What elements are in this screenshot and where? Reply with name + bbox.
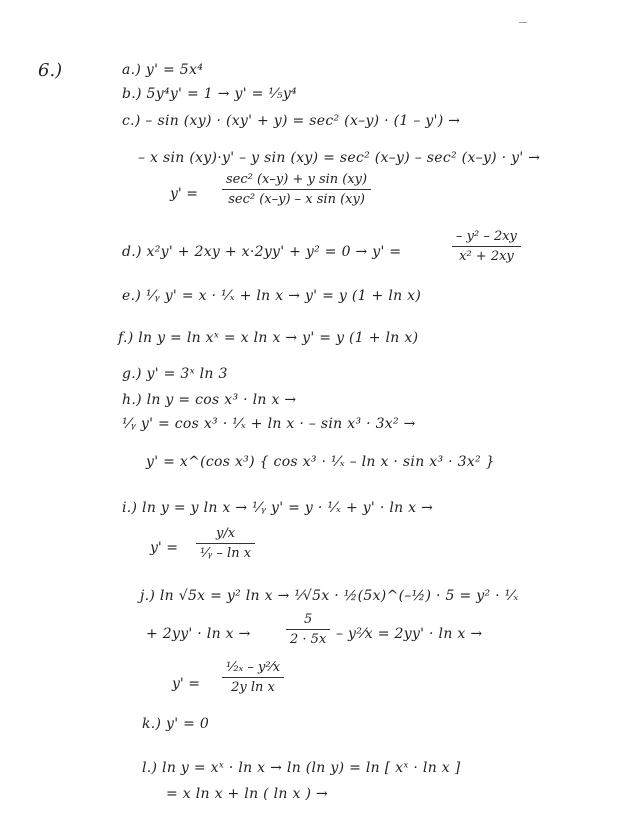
scan-mark [519,22,527,23]
part-j-result-fraction [222,660,284,695]
part-j-line-2-fraction [286,612,330,647]
part-b: b.) 5y⁴y' = 1 → y' = ¹⁄₅y⁴ [122,86,297,102]
part-h-line-3: y' = x^(cos x³) { cos x³ · ¹⁄ₓ – ln x · sin x³ · 3x² } [146,454,495,470]
part-d: d.) x²y' + 2xy + x·2yy' + y² = 0 → y' = [122,244,402,260]
part-d-denominator: x² + 2xy [459,249,514,264]
part-c-line-2: – x sin (xy)·y' – y sin (xy) = sec² (x–y) – sec² (x–y) · y' → [138,150,541,166]
part-h-line-1: h.) ln y = cos x³ · ln x → [122,392,297,408]
part-j-result-numerator: ¹⁄₂ₓ – y²⁄x [222,660,284,678]
part-c-result-lhs: y' = [170,186,198,202]
part-j-line-2a: + 2yy' · ln x → [146,626,251,642]
part-i-result-lhs: y' = [150,540,178,556]
part-l-line-2: = x ln x + ln ( ln x ) → [166,786,328,802]
part-c-numerator: sec² (x–y) + y sin (xy) [222,172,371,190]
part-d-fraction [452,229,521,264]
part-c-line-1: c.) – sin (xy) · (xy' + y) = sec² (x–y) · (1 – y') → [122,113,461,129]
part-i-denominator: ¹⁄ᵧ – ln x [200,546,252,561]
part-j-line-2-numerator: 5 [286,612,330,630]
part-c-denominator: sec² (x–y) – x sin (xy) [228,192,365,207]
part-c-fraction [222,172,371,207]
part-d-numerator: – y² – 2xy [452,229,521,247]
part-e: e.) ¹⁄ᵧ y' = x · ¹⁄ₓ + ln x → y' = y (1 + ln x) [122,288,422,304]
part-f: f.) ln y = ln xˣ = x ln x → y' = y (1 + ln x) [118,330,419,346]
part-j-line-2b: – y²⁄x = 2yy' · ln x → [336,626,483,642]
part-a: a.) y' = 5x⁴ [122,62,204,78]
part-i-fraction [196,526,255,561]
part-i-numerator: y/x [196,526,255,544]
problem-number: 6.) [38,60,63,81]
part-j-result-denominator: 2y ln x [231,680,275,695]
part-k: k.) y' = 0 [142,716,210,732]
part-h-line-2: ¹⁄ᵧ y' = cos x³ · ¹⁄ₓ + ln x · – sin x³ · 3x² → [122,416,416,432]
part-j-line-1: j.) ln √5x = y² ln x → ¹⁄√5x · ½(5x)^(–½) · 5 = y² · ¹⁄ₓ [140,588,519,604]
part-l-line-1: l.) ln y = xˣ · ln x → ln (ln y) = ln [ xˣ · ln x ] [142,760,461,776]
part-g: g.) y' = 3ˣ ln 3 [122,366,228,382]
part-j-line-2-denominator: 2 · 5x [290,632,327,647]
part-i: i.) ln y = y ln x → ¹⁄ᵧ y' = y · ¹⁄ₓ + y' · ln x → [122,500,434,516]
part-j-result-lhs: y' = [172,676,200,692]
